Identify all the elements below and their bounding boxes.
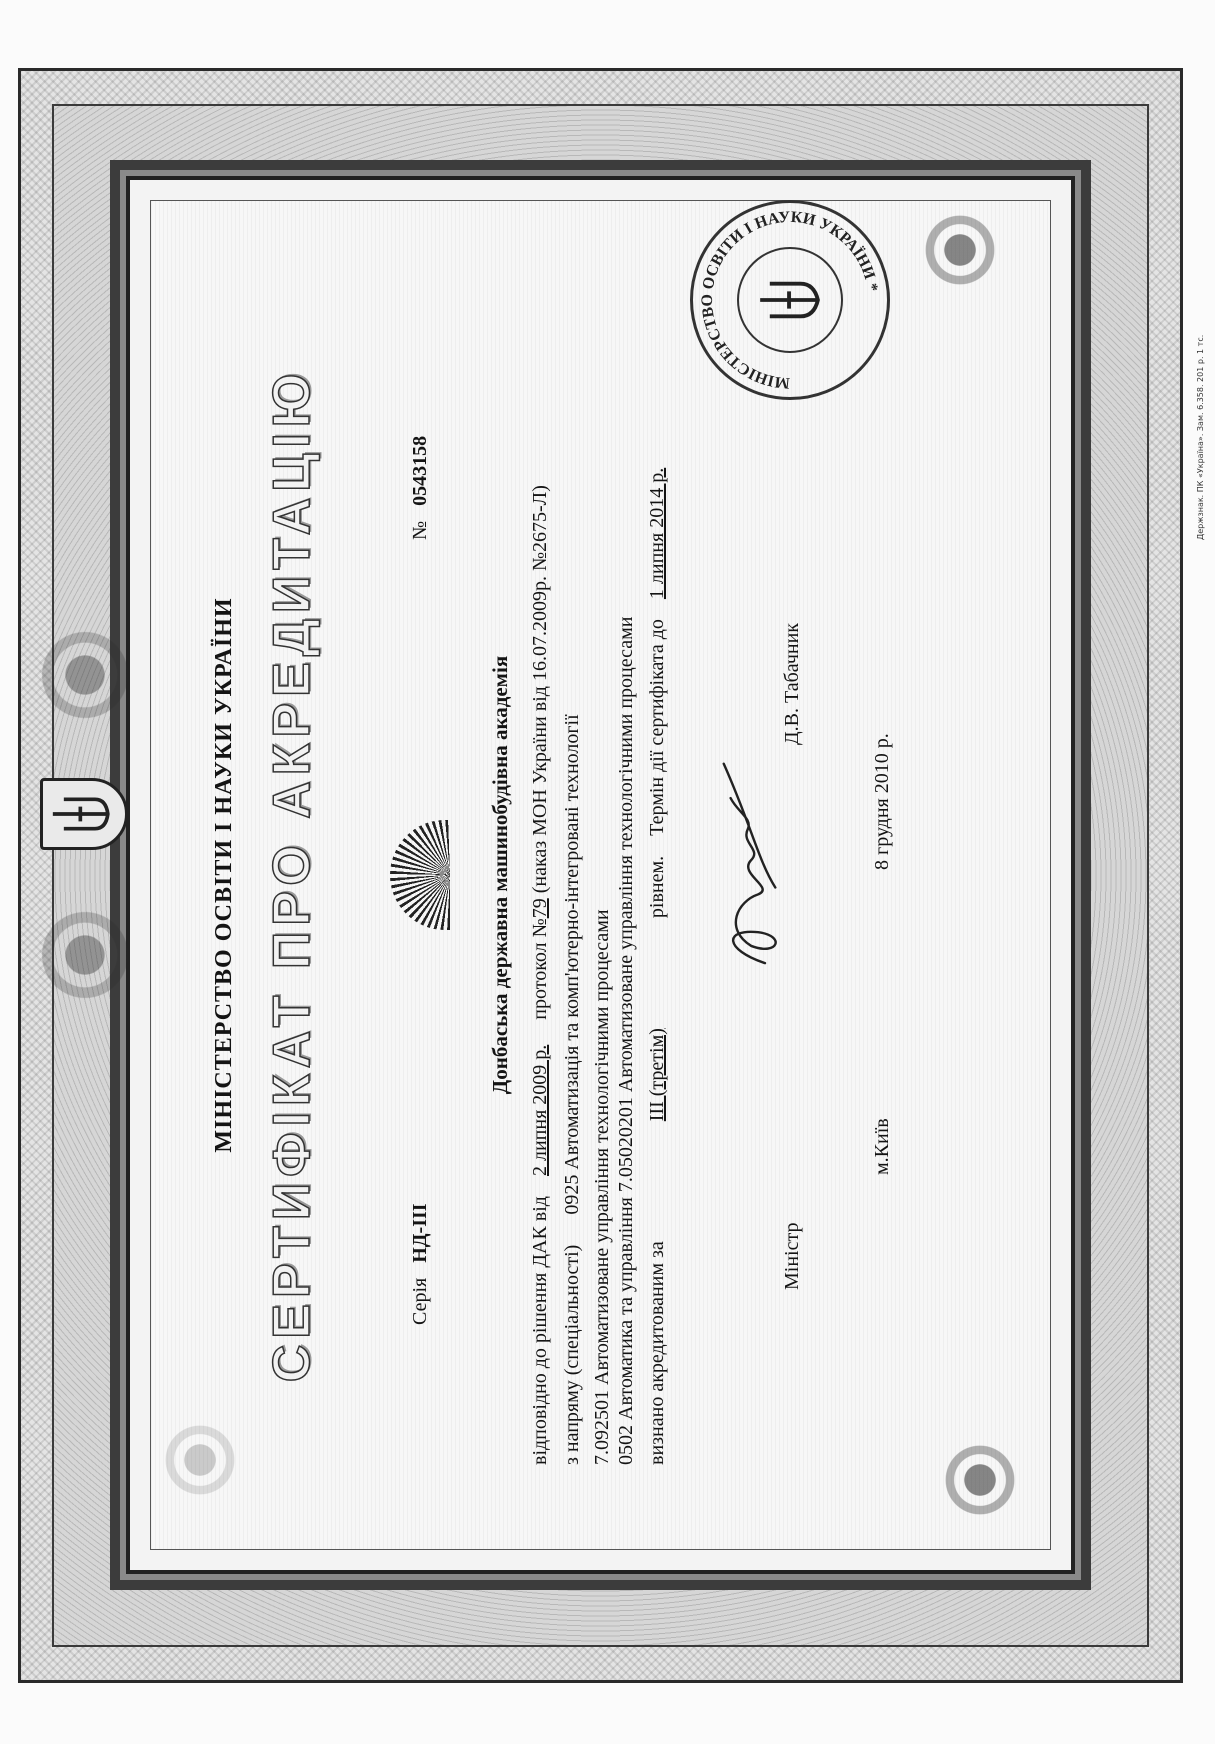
minister-signature: [710, 730, 820, 990]
direction-line: [560, 714, 584, 1465]
issue-date: 8 грудня 2010 р.: [871, 733, 893, 870]
decision-prefix: відповідно до рішення ДАК від: [529, 1196, 551, 1465]
validity-date: 1 липня 2014 р.: [646, 467, 668, 600]
number-value: 0543158: [409, 435, 431, 506]
validity-label: Термін дії сертифіката до: [646, 619, 668, 836]
level-suffix: рівнем.: [646, 855, 668, 919]
seal-trident-icon: [739, 249, 841, 351]
specialty-line-1: 7.092501 Автоматизоване управління технологічними процесами: [591, 909, 613, 1465]
direction-value: 0925 Автоматизація та комп'ютерно-інтегровані технології: [561, 714, 583, 1215]
svg-text:МІНІСТЕРСТВО ОСВІТИ І НАУКИ УК: МІНІСТЕРСТВО ОСВІТИ І НАУКИ УКРАЇНИ *: [698, 208, 881, 392]
protocol-label: протокол №: [529, 918, 551, 1020]
specialty-line-2: 0502 Автоматика та управління 7.05020201 Автоматизоване управління технологічними процесами: [615, 616, 637, 1465]
direction-label: з напряму (спеціальності): [561, 1244, 583, 1465]
accredited-label: визнано акредитованим за: [646, 1241, 668, 1465]
seal-center: [737, 247, 843, 353]
side-ornament-left-lower: [10, 880, 160, 1030]
protocol-details: (наказ МОН України від 16.07.2009р. №2675-Л): [529, 485, 551, 894]
accreditation-level: ІІІ (третім): [646, 1028, 668, 1122]
protocol-number: 79: [529, 898, 551, 919]
minister-name: Д.В. Табачник: [781, 622, 803, 745]
decision-line: [528, 485, 552, 1465]
decision-date: 2 липня 2009 р.: [529, 1044, 551, 1177]
sun-emblem-icon: [390, 820, 450, 930]
coat-of-arms-icon: [40, 778, 128, 850]
certificate-title: СЕРТИФІКАТ ПРО АКРЕДИТАЦІЮ: [263, 367, 321, 1383]
city: м.Київ: [871, 1118, 893, 1175]
series-value: НД-ІІІ: [409, 1203, 431, 1263]
number-label: №: [409, 520, 431, 540]
institution-name: Донбаська державна машинобудівна академія: [488, 655, 512, 1095]
ministry-heading: МІНІСТЕРСТВО ОСВІТИ І НАУКИ УКРАЇНИ: [211, 597, 237, 1153]
minister-label: Міністр: [781, 1222, 803, 1290]
printer-note: Держзнак. ПК «Україна». Зам. 6.358. 201 р. 1 тс.: [1196, 334, 1205, 540]
series-label: Серія: [409, 1277, 431, 1325]
official-seal: [690, 200, 890, 400]
side-ornament-left: [10, 600, 160, 750]
accreditation-line: [645, 468, 669, 1465]
certificate-content: [150, 200, 1051, 1550]
series-line: [408, 1203, 432, 1325]
number-line: [408, 436, 432, 540]
